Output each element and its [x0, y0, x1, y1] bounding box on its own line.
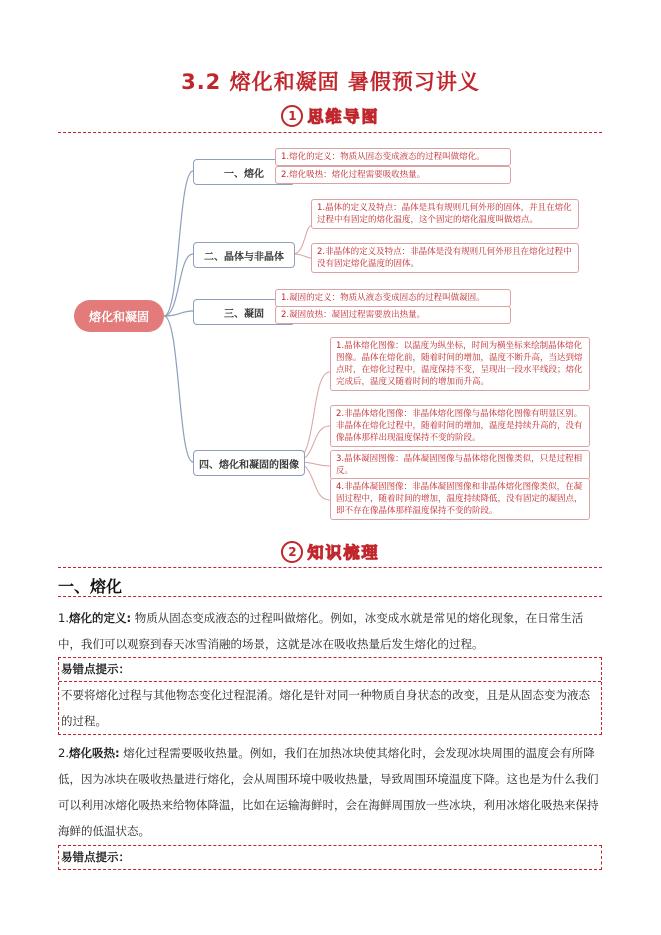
section-label: 知识梳理 — [307, 543, 380, 562]
mindmap-leaf: 3.晶体凝固图像：晶体凝固图像与晶体熔化图像类似，只是过程相反。 — [330, 450, 590, 480]
mindmap-leaf: 2.非晶体熔化图像：非晶体熔化图像与晶体熔化图像有明显区别。非晶体在熔化过程中，随着时间的增加，温度是持续升高的，没有像晶体那样出现温度保持不变的阶段。 — [330, 405, 590, 447]
paragraph-number: 2. — [58, 746, 69, 760]
paragraph-text: 熔化过程需要吸收热量。例如，我们在加热冰块使其熔化时，会发现冰块周围的温度会有所降低，因为冰块在吸收热量进行熔化，会从周围环境中吸收热量，导致周围环境温度下降。这也是为什么我们可以利用冰熔化吸热来给物体降温，比如在运输海鲜时，会在海鲜周围放一些冰块，利用冰熔化吸热来保持海鲜的低温状态。 — [58, 746, 599, 838]
mindmap-branch-melting: 一、熔化 — [193, 159, 295, 185]
mindmap-branch-solidification: 三、凝固 — [193, 299, 295, 325]
section-label: 思维导图 — [307, 107, 380, 126]
paragraph-term: 熔化吸热: — [68, 746, 120, 760]
section-divider — [58, 567, 602, 568]
section-number-icon: 2 — [281, 541, 303, 563]
tip-body: 不要将熔化过程与其他物态变化过程混淆。熔化是针对同一种物质自身状态的改变，且是从固态变为液态的过程。 — [61, 688, 590, 728]
tip-heading: 易错点提示： — [61, 850, 130, 864]
mindmap-leaf: 2.凝固放热：凝固过程需要放出热量。 — [275, 306, 511, 324]
mindmap-leaf: 1.晶体熔化图像：以温度为纵坐标，时间为横坐标来绘制晶体熔化图像。晶体在熔化前，随着时间的增加，温度不断升高，当达到熔点时，在熔化过程中，温度保持不变，呈现出一段水平线段；熔化完成后，温度又随着时间的增加而升高。 — [330, 337, 590, 391]
page-title: 3.2 熔化和凝固 暑假预习讲义 — [181, 70, 480, 94]
mindmap-leaf: 2.熔化吸热：熔化过程需要吸收热量。 — [275, 166, 511, 184]
paragraph-melting-heat — [58, 740, 602, 844]
paragraph-text: 物质从固态变成液态的过程叫做熔化。例如，冰变成水就是常见的熔化现象，在日常生活中，我们可以观察到春天冰雪消融的场景，这就是冰在吸收热量后发生熔化的过程。 — [58, 611, 584, 651]
mistake-tip-box — [58, 845, 602, 870]
mindmap-leaf: 1.熔化的定义：物质从固态变成液态的过程叫做熔化。 — [275, 148, 511, 166]
section-heading: 一、熔化 — [58, 577, 123, 596]
mindmap-leaf: 4.非晶体凝固图像：非晶体凝固图像和非晶体熔化图像类似，在凝固过程中，随着时间的增加，温度持续降低，没有固定的凝固点，即不存在像晶体那样温度保持不变的阶段。 — [330, 478, 590, 520]
mindmap-leaf: 2.非晶体的定义及特点：非晶体是没有规则几何外形且在熔化过程中没有固定熔化温度的固体。 — [311, 243, 579, 273]
section-number-icon: 1 — [281, 105, 303, 127]
mindmap-branch-crystal: 二、晶体与非晶体 — [193, 242, 295, 268]
paragraph-melting-definition — [58, 605, 602, 657]
section-badge-knowledge — [0, 540, 661, 563]
heading-underline — [58, 596, 602, 597]
mistake-tip-box — [58, 657, 602, 735]
mindmap-branch-graphs: 四、熔化和凝固的图像 — [193, 450, 305, 476]
mindmap-root-node: 熔化和凝固 — [74, 300, 164, 332]
paragraph-number: 1. — [58, 611, 69, 625]
tip-heading: 易错点提示： — [59, 658, 601, 682]
paragraph-term: 熔化的定义: — [68, 611, 132, 625]
mindmap-leaf: 1.晶体的定义及特点：晶体是具有规则几何外形的固体，并且在熔化过程中有固定的熔化温度，这个固定的熔化温度叫做熔点。 — [311, 199, 579, 229]
mindmap-leaf: 1.凝固的定义：物质从液态变成固态的过程叫做凝固。 — [275, 289, 511, 307]
